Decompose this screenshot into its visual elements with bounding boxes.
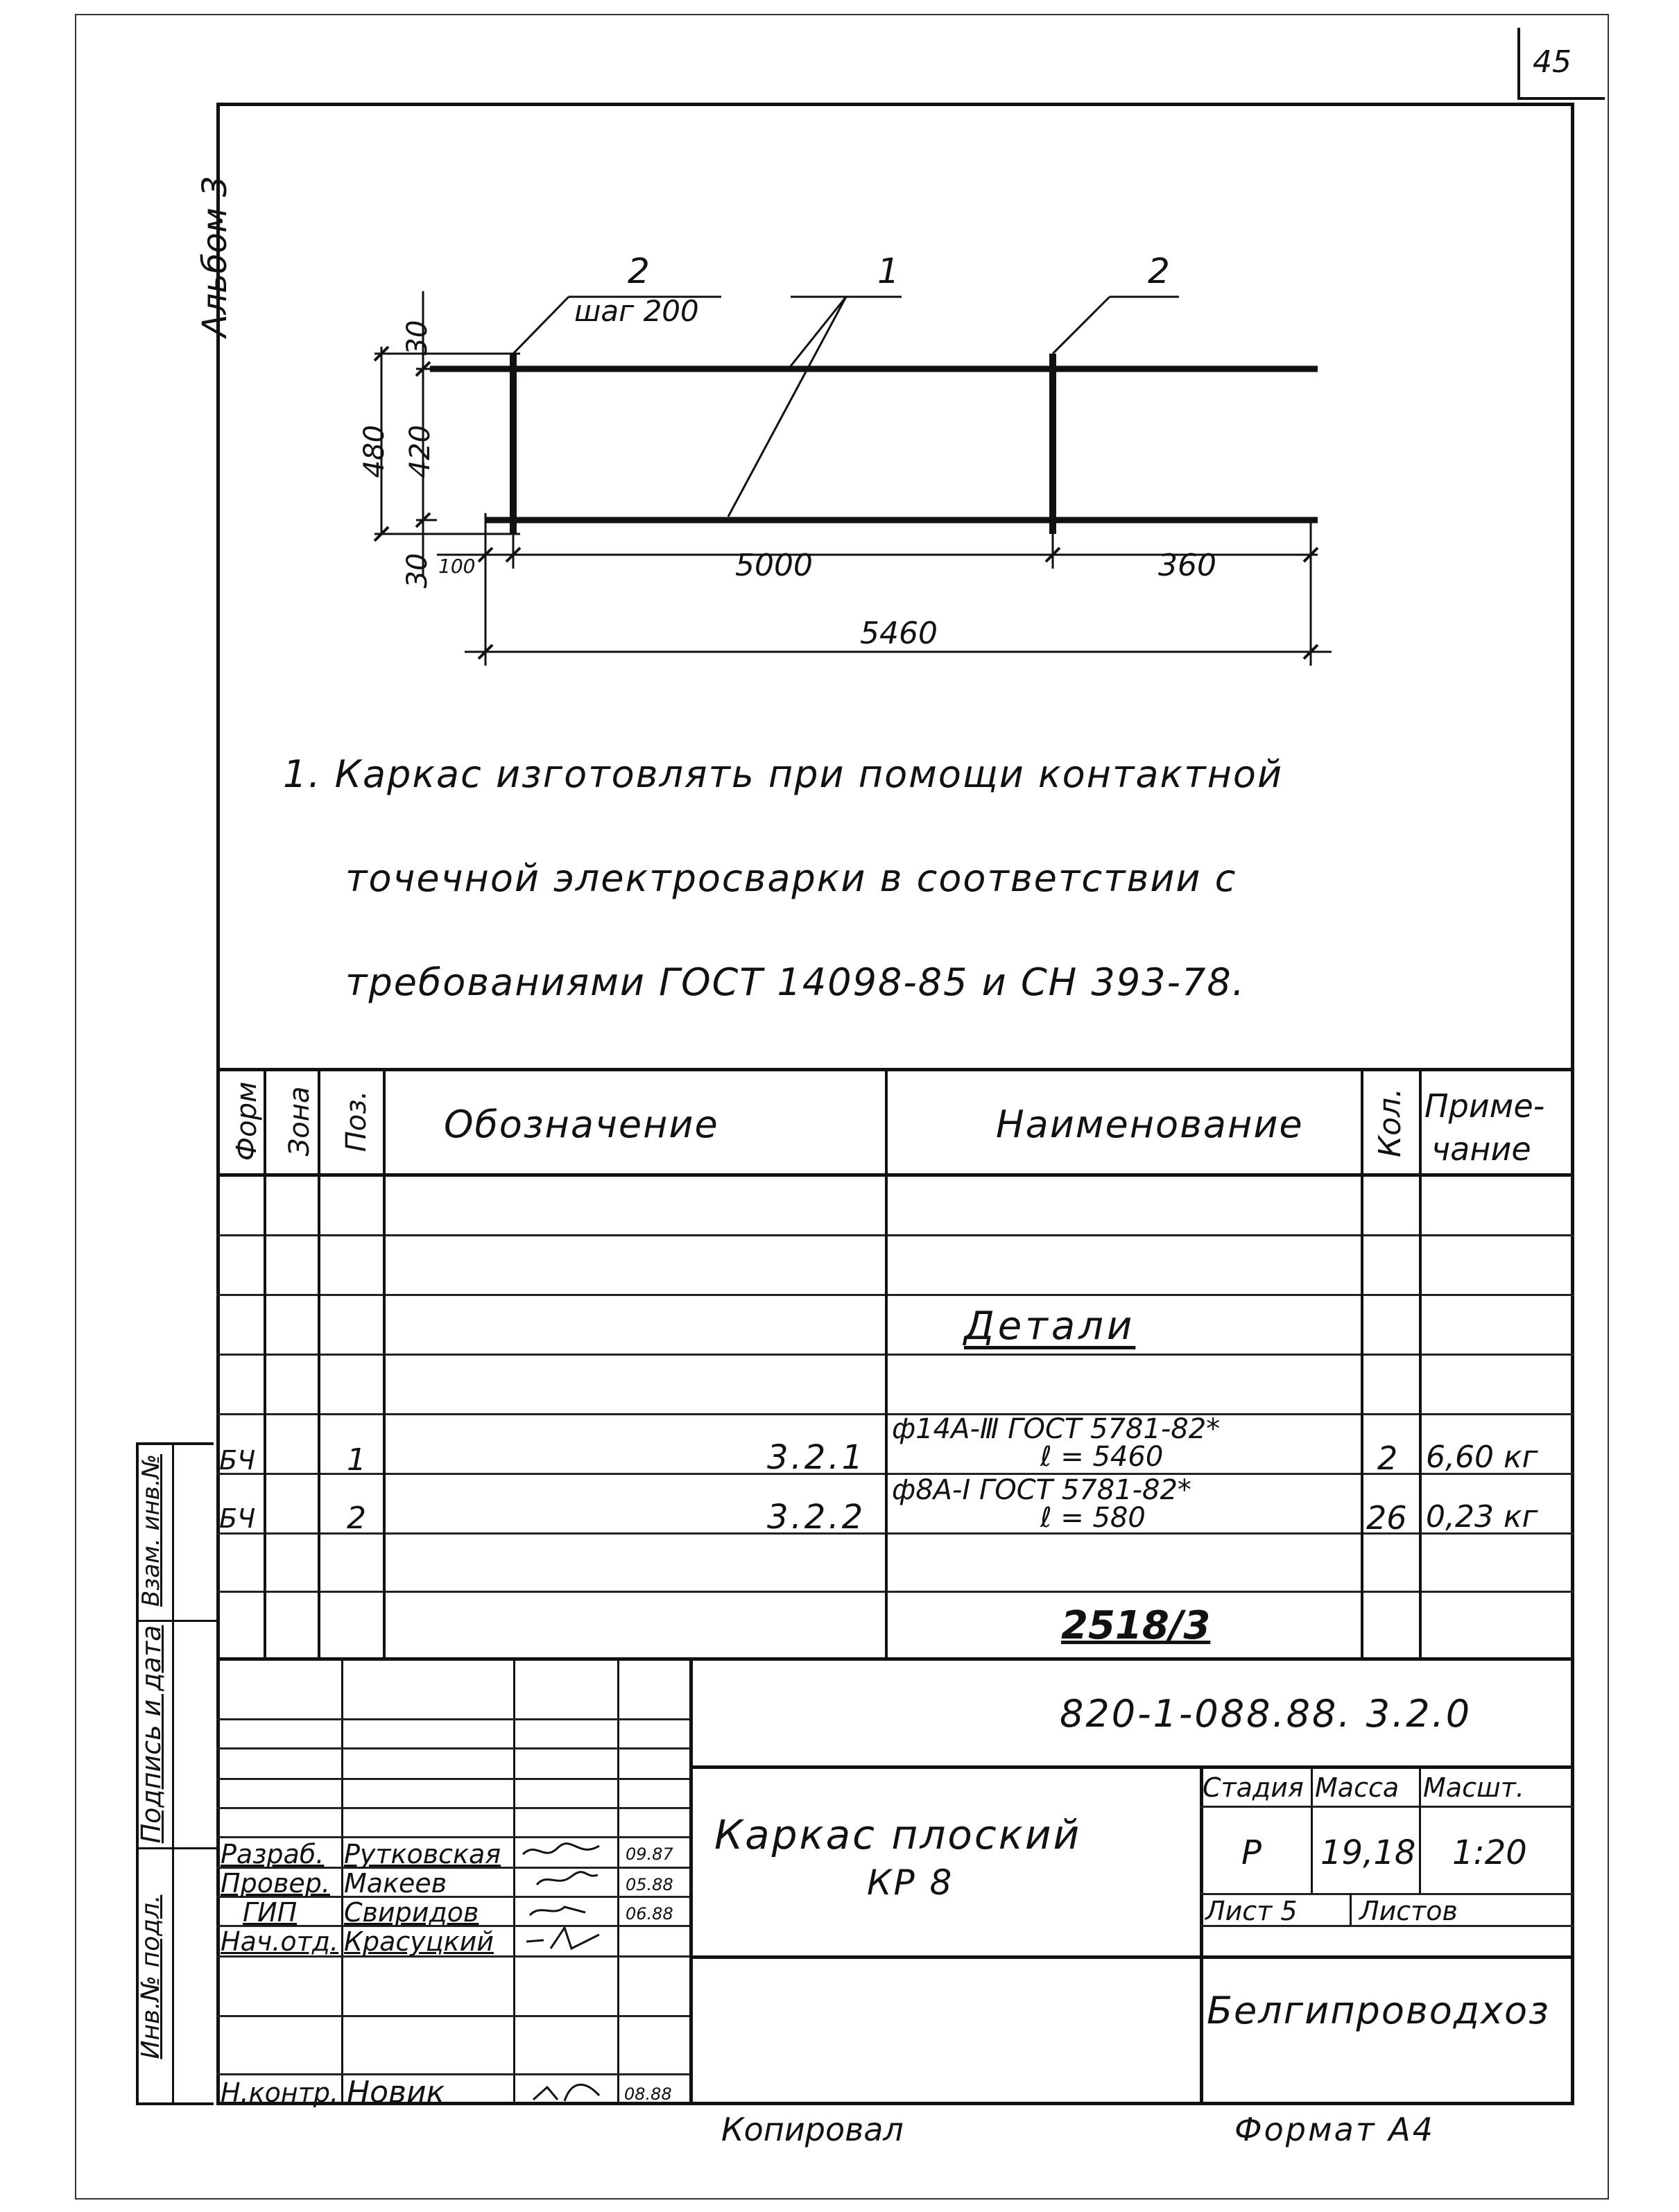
col-header-note-2: чание <box>1431 1130 1531 1168</box>
row2-designation: 3.2.2 <box>767 1498 866 1537</box>
dim-span-right: 360 <box>1158 548 1216 583</box>
signer-name-3: Свиридов <box>344 1897 479 1928</box>
row1-qty: 2 <box>1377 1440 1398 1477</box>
signer-role-4: Нач.отд. <box>221 1926 339 1957</box>
sheets-label: Листов <box>1359 1896 1458 1926</box>
col-header-designation: Обозначение <box>444 1103 719 1146</box>
note-line-1: 1. Каркас изготовлять при помощи контактной <box>283 752 1284 796</box>
doc-title-line1: Каркас плоский <box>714 1811 1082 1858</box>
leader-pos-right: 2 <box>1148 251 1170 291</box>
signer-name-2: Макеев <box>344 1868 447 1899</box>
copied-by: Копировал <box>721 2111 904 2148</box>
organization: Белгипроводхоз <box>1207 1989 1550 2032</box>
signer-name-4: Красуцкий <box>344 1926 494 1957</box>
dim-length-total: 5460 <box>860 616 938 651</box>
note-line-2: точечной электросварки в соответствии с <box>345 856 1237 900</box>
stamp-number: 2518/3 <box>1061 1603 1211 1648</box>
spec-header-line <box>216 1173 1574 1177</box>
dim-height-total: 480 <box>359 424 390 478</box>
scale-value: 1:20 <box>1452 1833 1527 1872</box>
mass-label: Масса <box>1315 1772 1400 1803</box>
dim-top-offset: 30 <box>402 320 433 356</box>
col-header-zone: Зона <box>284 1086 316 1157</box>
row2-name-line2: ℓ = 580 <box>1040 1502 1146 1534</box>
row1-name-line1: ф14А-Ⅲ ГОСТ 5781-82* <box>892 1413 1221 1445</box>
row2-note: 0,23 кг <box>1426 1499 1538 1535</box>
inv-orig-label: Инв.№ подл. <box>137 1894 165 2059</box>
signer-name-1: Рутковская <box>344 1839 501 1869</box>
leader-pos-left: 2 <box>628 251 650 291</box>
row2-pos: 2 <box>347 1501 366 1536</box>
row1-note: 6,60 кг <box>1426 1440 1538 1475</box>
doc-code: 820-1-088.88. 3.2.0 <box>1060 1692 1472 1736</box>
signer-date-1: 09.87 <box>626 1844 673 1864</box>
col-header-name: Наименование <box>996 1103 1304 1146</box>
row2-name-line1: ф8А-Ⅰ ГОСТ 5781-82* <box>892 1474 1191 1506</box>
stage-value: Р <box>1241 1833 1262 1872</box>
row1-pos: 1 <box>347 1442 366 1478</box>
row2-qty: 26 <box>1366 1499 1407 1537</box>
doc-title-line2: КР 8 <box>867 1863 954 1903</box>
section-title: Детали <box>964 1304 1136 1349</box>
col-header-pos: Поз. <box>341 1090 372 1152</box>
row1-designation: 3.2.1 <box>767 1438 866 1477</box>
sign-date-label: Подпись и дата <box>136 1625 166 1844</box>
signer-role-2: Провер. <box>221 1868 330 1899</box>
dim-bottom-offset: 30 <box>402 553 433 589</box>
signer-role-5: Н.контр. <box>221 2077 339 2108</box>
signer-date-3: 06.88 <box>626 1904 673 1924</box>
signer-date-5: 08.88 <box>624 2084 672 2104</box>
signer-date-2: 05.88 <box>626 1875 673 1894</box>
frame-drawing <box>347 250 1359 693</box>
mass-value: 19,18 <box>1320 1833 1416 1872</box>
dim-left-offset: 100 <box>438 555 476 578</box>
format-label: Формат А4 <box>1234 2111 1435 2148</box>
album-label: Альбом 3 <box>196 175 234 338</box>
signature-marks <box>516 1838 613 2108</box>
title-block-top <box>216 1657 1574 1661</box>
signer-role-3: ГИП <box>243 1897 298 1928</box>
leader-pos-mid: 1 <box>877 251 899 291</box>
row1-format: БЧ <box>219 1445 256 1476</box>
scale-label: Масшт. <box>1423 1772 1524 1803</box>
stage-label: Стадия <box>1203 1772 1304 1803</box>
dim-span-main: 5000 <box>735 548 813 583</box>
col-header-note-1: Приме- <box>1424 1087 1545 1125</box>
sheet-number: 45 <box>1533 44 1572 80</box>
spec-top-line <box>216 1068 1574 1071</box>
col-header-format: Форм <box>231 1081 263 1161</box>
leader-step: шаг 200 <box>574 294 699 328</box>
row1-name-line2: ℓ = 5460 <box>1040 1441 1164 1473</box>
sheet-label: Лист 5 <box>1205 1896 1298 1926</box>
row2-format: БЧ <box>219 1503 256 1534</box>
note-line-3: требованиями ГОСТ 14098-85 и СН 393-78. <box>345 960 1246 1004</box>
signer-name-5: Новик <box>347 2075 445 2110</box>
signer-role-1: Разраб. <box>221 1839 325 1869</box>
col-header-qty: Кол. <box>1372 1087 1408 1158</box>
inv-replace-label: Взам. инв.№ <box>137 1453 165 1607</box>
dim-height-inner: 420 <box>404 424 436 478</box>
